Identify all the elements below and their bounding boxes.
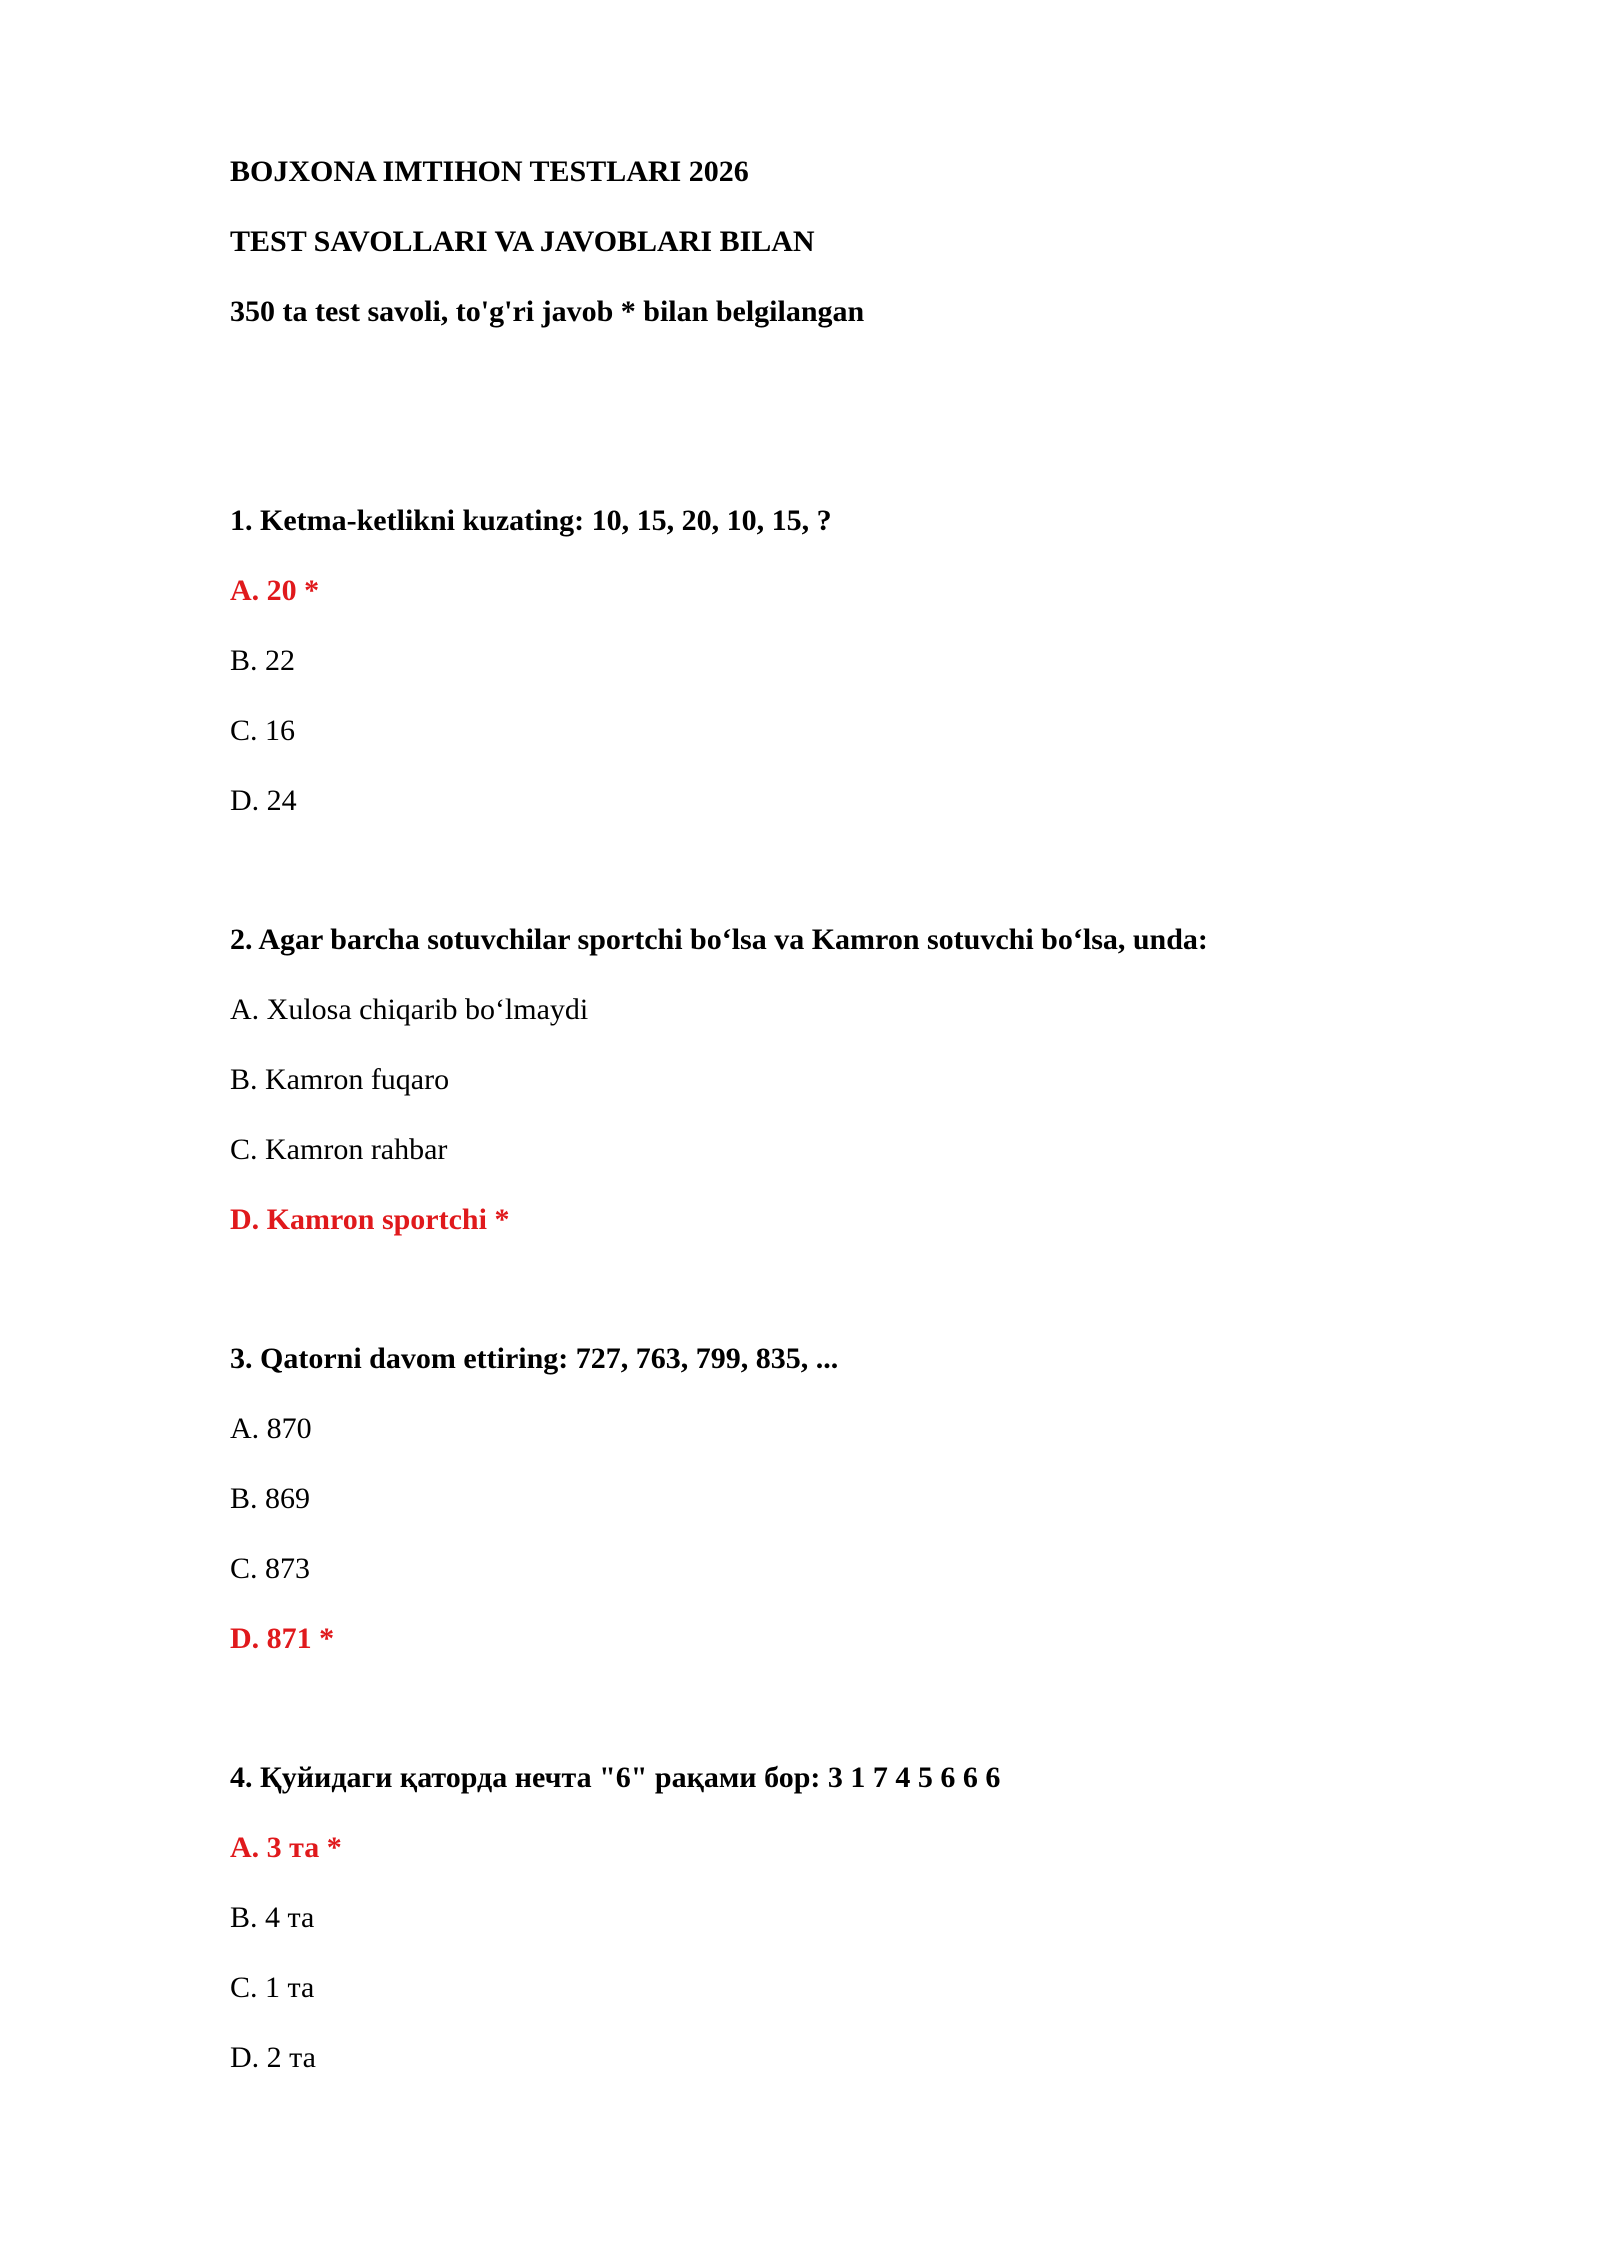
answer-option: A. Xulosa chiqarib bo‘lmaydi [230, 993, 589, 1026]
question-text: 1. Ketma-ketlikni kuzating: 10, 15, 20, 10, 15, ? [230, 504, 832, 537]
answer-option-correct: D. Kamron sportchi * [230, 1203, 510, 1236]
answer-option-correct: A. 20 * [230, 574, 320, 607]
answer-option: B. 869 [230, 1482, 311, 1515]
answer-option: B. 22 [230, 644, 296, 677]
answer-option: B. Kamron fuqaro [230, 1063, 450, 1096]
answer-option-correct: A. 3 та * [230, 1831, 342, 1864]
question-text: 2. Agar barcha sotuvchilar sportchi bo‘lsa va Kamron sotuvchi bo‘lsa, unda: [230, 923, 1208, 956]
answer-option: C. 1 та [230, 1971, 315, 2004]
document-subtitle: TEST SAVOLLARI VA JAVOBLARI BILAN [230, 225, 815, 258]
document-title: BOJXONA IMTIHON TESTLARI 2026 [230, 155, 749, 188]
answer-option: C. 16 [230, 714, 296, 747]
answer-option: D. 2 та [230, 2041, 316, 2074]
answer-option: C. Kamron rahbar [230, 1133, 448, 1166]
question-text: 3. Qatorni davom ettiring: 727, 763, 799, 835, ... [230, 1342, 839, 1375]
document-note: 350 ta test savoli, to'g'ri javob * bilan belgilangan [230, 295, 865, 328]
question-text: 4. Қуйидаги қаторда нечта "6" рақами бор: 3 1 7 4 5 6 6 6 [230, 1761, 1001, 1794]
answer-option-correct: D. 871 * [230, 1622, 335, 1655]
answer-option: A. 870 [230, 1412, 312, 1445]
answer-option: B. 4 та [230, 1901, 315, 1934]
answer-option: C. 873 [230, 1552, 311, 1585]
answer-option: D. 24 [230, 784, 297, 817]
